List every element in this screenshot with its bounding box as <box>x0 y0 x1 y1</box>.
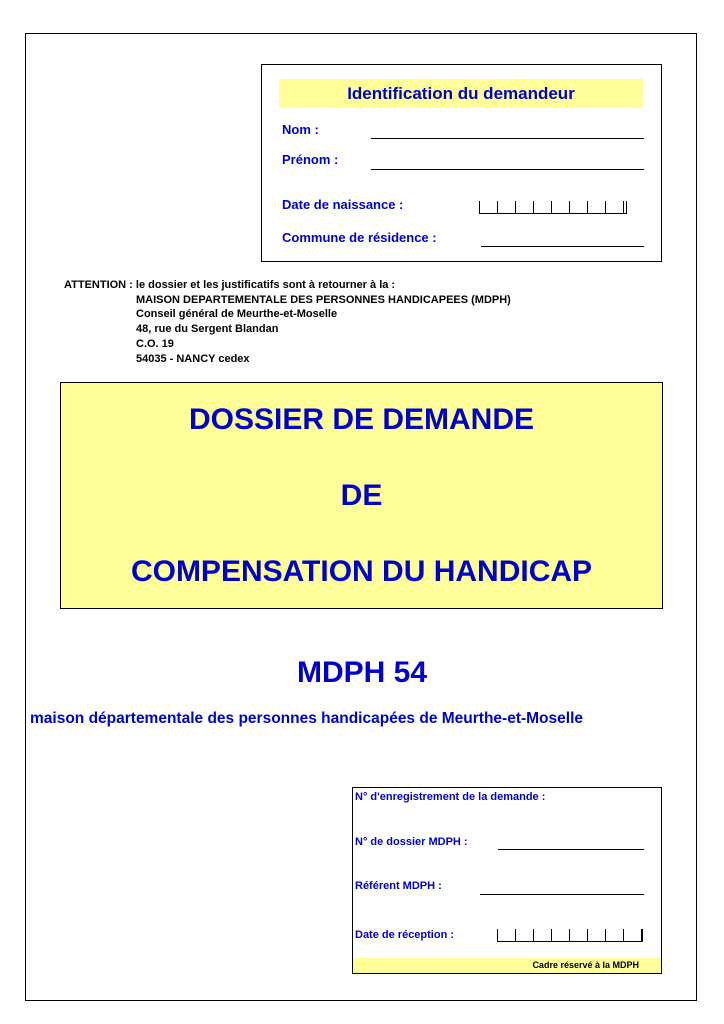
title-line-2: DE <box>340 479 383 512</box>
identification-heading: Identification du demandeur <box>279 79 643 108</box>
referent-label: Référent MDPH : <box>355 880 442 892</box>
address-co: C.O. 19 <box>136 338 174 350</box>
commune-field[interactable] <box>481 246 644 247</box>
date-naissance-label: Date de naissance : <box>282 197 404 212</box>
dossier-field[interactable] <box>498 849 644 850</box>
title-line-1: DOSSIER DE DEMANDE <box>188 403 535 436</box>
mdph-address-name: MAISON DEPARTEMENTALE DES PERSONNES HANDICAPEES (MDPH) <box>136 294 511 306</box>
enregistrement-label: N° d'enregistrement de la demande : <box>355 791 546 803</box>
commune-label: Commune de résidence : <box>282 230 437 245</box>
prenom-label: Prénom : <box>282 152 339 167</box>
referent-field[interactable] <box>480 894 644 895</box>
nom-field[interactable] <box>371 138 644 139</box>
reception-label: Date de réception : <box>355 929 455 941</box>
reserved-footer: Cadre réservé à la MDPH <box>353 958 661 973</box>
title-line-3: COMPENSATION DU HANDICAP <box>130 555 593 588</box>
mdph-name: MDPH 54 <box>296 656 428 689</box>
attention-line: ATTENTION : le dossier et les justificatifs sont à retourner à la : <box>64 279 396 291</box>
prenom-field[interactable] <box>371 169 644 170</box>
mdph-subtitle: maison départementale des personnes handicapées de Meurthe-et-Moselle <box>30 710 583 727</box>
title-box <box>60 382 663 609</box>
address-city: 54035 - NANCY cedex <box>136 353 250 365</box>
date-naissance-field[interactable] <box>479 201 627 214</box>
nom-label: Nom : <box>282 122 319 137</box>
address-council: Conseil général de Meurthe-et-Moselle <box>136 308 338 320</box>
dossier-label: N° de dossier MDPH : <box>355 836 468 848</box>
reception-field[interactable] <box>497 929 643 942</box>
address-street: 48, rue du Sergent Blandan <box>136 323 279 335</box>
